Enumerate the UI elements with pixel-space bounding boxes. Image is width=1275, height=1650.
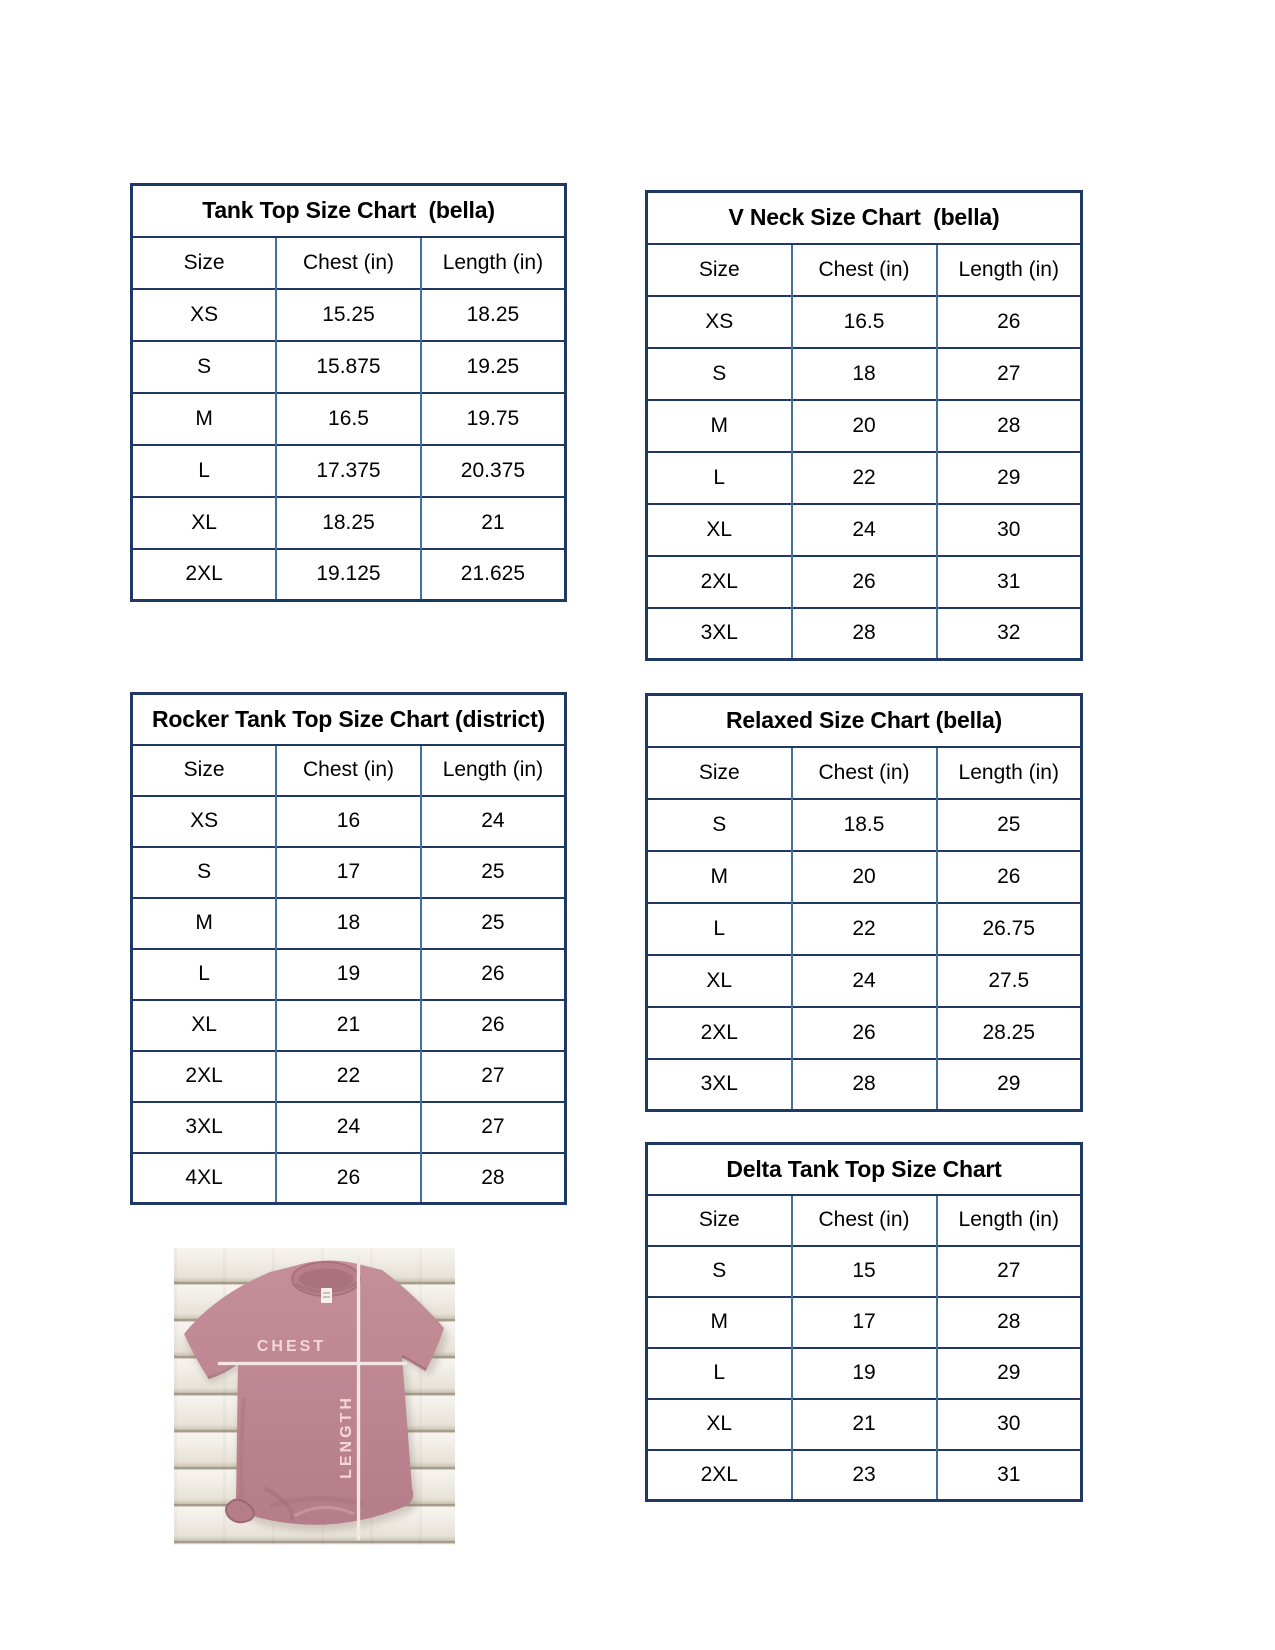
table-row bbox=[647, 504, 1082, 556]
v-neck-size-chart-table bbox=[645, 190, 1083, 661]
table-row bbox=[647, 296, 1082, 348]
table-row bbox=[647, 955, 1082, 1007]
table-row bbox=[132, 445, 566, 497]
table-cell: 17 bbox=[792, 1297, 937, 1348]
table-cell: XL bbox=[132, 1000, 277, 1051]
table-cell: 19 bbox=[276, 949, 421, 1000]
table-header-row bbox=[132, 745, 566, 796]
table-cell: L bbox=[132, 949, 277, 1000]
table-row bbox=[647, 348, 1082, 400]
table-cell: 20.375 bbox=[421, 445, 566, 497]
table-cell: 31 bbox=[937, 1450, 1082, 1501]
table-cell: 19.75 bbox=[421, 393, 566, 445]
table-cell: 21 bbox=[421, 497, 566, 549]
column-header: Size bbox=[132, 237, 277, 289]
tshirt-measurement-photo bbox=[174, 1248, 455, 1545]
table-cell: M bbox=[132, 393, 277, 445]
table-row bbox=[132, 289, 566, 341]
table-row bbox=[647, 1246, 1082, 1297]
table-row bbox=[132, 393, 566, 445]
table-cell: 2XL bbox=[132, 549, 277, 601]
table-cell: 22 bbox=[792, 452, 937, 504]
column-header: Size bbox=[647, 747, 792, 799]
table-cell: 4XL bbox=[132, 1153, 277, 1204]
table-cell: XS bbox=[647, 296, 792, 348]
table-row bbox=[132, 1000, 566, 1051]
table-title-row bbox=[132, 694, 566, 745]
table-row bbox=[647, 1007, 1082, 1059]
table-cell: 16.5 bbox=[792, 296, 937, 348]
rocker-tank-size-chart-table bbox=[130, 692, 567, 1205]
table-title-row bbox=[647, 695, 1082, 747]
table-row bbox=[647, 1399, 1082, 1450]
table-cell: S bbox=[132, 847, 277, 898]
table-title-row bbox=[647, 1144, 1082, 1195]
table-row bbox=[132, 1102, 566, 1153]
table-tank-top-bella bbox=[130, 183, 567, 602]
table-cell: 2XL bbox=[647, 1007, 792, 1059]
table-title: Tank Top Size Chart (bella) bbox=[202, 197, 495, 224]
table-cell: 32 bbox=[937, 608, 1082, 660]
table-cell: 3XL bbox=[647, 1059, 792, 1111]
relaxed-size-chart-table bbox=[645, 693, 1083, 1112]
table-cell: M bbox=[647, 851, 792, 903]
table-cell: L bbox=[647, 1348, 792, 1399]
chest-measure-line bbox=[218, 1362, 407, 1365]
table-cell: 25 bbox=[937, 799, 1082, 851]
table-cell: 30 bbox=[937, 1399, 1082, 1450]
table-header-row bbox=[647, 244, 1082, 296]
column-header: Length (in) bbox=[937, 1195, 1082, 1246]
chest-label: CHEST bbox=[256, 1338, 327, 1355]
table-cell: S bbox=[647, 1246, 792, 1297]
tank-top-size-chart-table bbox=[130, 183, 567, 602]
table-row bbox=[132, 898, 566, 949]
table-cell: L bbox=[647, 452, 792, 504]
table-rocker-tank-district bbox=[130, 692, 567, 1205]
table-row bbox=[132, 549, 566, 601]
table-title: Delta Tank Top Size Chart bbox=[726, 1155, 1002, 1182]
tshirt-illustration bbox=[174, 1248, 455, 1545]
table-cell: 22 bbox=[276, 1051, 421, 1102]
table-cell: 3XL bbox=[647, 608, 792, 660]
table-cell: 2XL bbox=[647, 1450, 792, 1501]
table-row bbox=[647, 1348, 1082, 1399]
table-row bbox=[132, 341, 566, 393]
column-header: Size bbox=[132, 745, 277, 796]
table-cell: 21 bbox=[792, 1399, 937, 1450]
table-cell: 26 bbox=[792, 556, 937, 608]
table-cell: 24 bbox=[276, 1102, 421, 1153]
table-cell: M bbox=[647, 400, 792, 452]
table-row bbox=[647, 1450, 1082, 1501]
table-cell: 19 bbox=[792, 1348, 937, 1399]
column-header: Length (in) bbox=[937, 244, 1082, 296]
table-cell: 20 bbox=[792, 400, 937, 452]
column-header: Length (in) bbox=[421, 237, 566, 289]
column-header: Chest (in) bbox=[792, 747, 937, 799]
table-cell: 18 bbox=[276, 898, 421, 949]
table-cell: 27 bbox=[937, 348, 1082, 400]
column-header: Size bbox=[647, 244, 792, 296]
table-cell: 28 bbox=[421, 1153, 566, 1204]
table-cell: 26 bbox=[937, 296, 1082, 348]
length-label: LENGTH bbox=[338, 1395, 355, 1479]
table-cell: L bbox=[132, 445, 277, 497]
table-cell: 15.875 bbox=[276, 341, 421, 393]
table-relaxed-bella bbox=[645, 693, 1083, 1112]
column-header: Size bbox=[647, 1195, 792, 1246]
neck-tag bbox=[321, 1288, 332, 1303]
column-header: Length (in) bbox=[421, 745, 566, 796]
table-cell: M bbox=[647, 1297, 792, 1348]
table-cell: 18.25 bbox=[276, 497, 421, 549]
table-cell: 28 bbox=[792, 608, 937, 660]
table-cell: 16.5 bbox=[276, 393, 421, 445]
table-cell: 18.5 bbox=[792, 799, 937, 851]
table-row bbox=[647, 903, 1082, 955]
table-cell: L bbox=[647, 903, 792, 955]
table-cell: 2XL bbox=[132, 1051, 277, 1102]
table-cell: S bbox=[647, 799, 792, 851]
table-cell: S bbox=[647, 348, 792, 400]
table-cell: 23 bbox=[792, 1450, 937, 1501]
table-cell: 27.5 bbox=[937, 955, 1082, 1007]
table-cell: 31 bbox=[937, 556, 1082, 608]
table-cell: 27 bbox=[421, 1102, 566, 1153]
table-cell: 29 bbox=[937, 1059, 1082, 1111]
table-cell: 3XL bbox=[132, 1102, 277, 1153]
table-row bbox=[647, 1297, 1082, 1348]
table-title: Rocker Tank Top Size Chart (district) bbox=[151, 705, 546, 732]
table-title: V Neck Size Chart (bella) bbox=[728, 204, 1000, 231]
table-row bbox=[132, 949, 566, 1000]
table-cell: 28.25 bbox=[937, 1007, 1082, 1059]
table-delta-tank-top bbox=[645, 1142, 1083, 1502]
table-cell: 24 bbox=[792, 955, 937, 1007]
table-row bbox=[647, 799, 1082, 851]
table-cell: 20 bbox=[792, 851, 937, 903]
table-header-row bbox=[647, 1195, 1082, 1246]
table-cell: XS bbox=[132, 289, 277, 341]
table-row bbox=[132, 847, 566, 898]
table-v-neck-bella bbox=[645, 190, 1083, 661]
table-cell: 22 bbox=[792, 903, 937, 955]
table-cell: XL bbox=[132, 497, 277, 549]
table-row bbox=[647, 452, 1082, 504]
table-cell: 28 bbox=[937, 400, 1082, 452]
table-cell: 18 bbox=[792, 348, 937, 400]
table-cell: 2XL bbox=[647, 556, 792, 608]
table-row bbox=[647, 400, 1082, 452]
delta-tank-size-chart-table bbox=[645, 1142, 1083, 1502]
table-cell: 29 bbox=[937, 1348, 1082, 1399]
table-cell: 18.25 bbox=[421, 289, 566, 341]
table-cell: XS bbox=[132, 796, 277, 847]
table-cell: XL bbox=[647, 955, 792, 1007]
table-cell: 15.25 bbox=[276, 289, 421, 341]
table-cell: 19.25 bbox=[421, 341, 566, 393]
table-row bbox=[132, 796, 566, 847]
table-cell: 27 bbox=[937, 1246, 1082, 1297]
table-title-row bbox=[647, 192, 1082, 244]
table-cell: 24 bbox=[421, 796, 566, 847]
table-cell: 29 bbox=[937, 452, 1082, 504]
table-cell: 28 bbox=[937, 1297, 1082, 1348]
table-row bbox=[132, 497, 566, 549]
table-cell: S bbox=[132, 341, 277, 393]
table-row bbox=[647, 1059, 1082, 1111]
table-cell: 26.75 bbox=[937, 903, 1082, 955]
column-header: Chest (in) bbox=[792, 244, 937, 296]
table-cell: M bbox=[132, 898, 277, 949]
table-cell: 28 bbox=[792, 1059, 937, 1111]
column-header: Chest (in) bbox=[792, 1195, 937, 1246]
table-cell: 26 bbox=[937, 851, 1082, 903]
table-cell: XL bbox=[647, 1399, 792, 1450]
table-cell: 24 bbox=[792, 504, 937, 556]
table-cell: 25 bbox=[421, 847, 566, 898]
column-header: Length (in) bbox=[937, 747, 1082, 799]
table-cell: 27 bbox=[421, 1051, 566, 1102]
table-cell: 26 bbox=[421, 949, 566, 1000]
table-row bbox=[647, 851, 1082, 903]
column-header: Chest (in) bbox=[276, 745, 421, 796]
table-title-row bbox=[132, 185, 566, 237]
table-cell: 21.625 bbox=[421, 549, 566, 601]
column-header: Chest (in) bbox=[276, 237, 421, 289]
table-row bbox=[132, 1153, 566, 1204]
table-cell: 15 bbox=[792, 1246, 937, 1297]
table-row bbox=[132, 1051, 566, 1102]
table-row bbox=[647, 608, 1082, 660]
table-cell: 25 bbox=[421, 898, 566, 949]
table-cell: XL bbox=[647, 504, 792, 556]
table-cell: 26 bbox=[792, 1007, 937, 1059]
table-cell: 30 bbox=[937, 504, 1082, 556]
table-header-row bbox=[132, 237, 566, 289]
table-cell: 21 bbox=[276, 1000, 421, 1051]
table-cell: 26 bbox=[276, 1153, 421, 1204]
table-cell: 17 bbox=[276, 847, 421, 898]
table-cell: 16 bbox=[276, 796, 421, 847]
table-row bbox=[647, 556, 1082, 608]
table-header-row bbox=[647, 747, 1082, 799]
table-cell: 26 bbox=[421, 1000, 566, 1051]
table-cell: 19.125 bbox=[276, 549, 421, 601]
table-cell: 17.375 bbox=[276, 445, 421, 497]
table-title: Relaxed Size Chart (bella) bbox=[726, 707, 1002, 734]
